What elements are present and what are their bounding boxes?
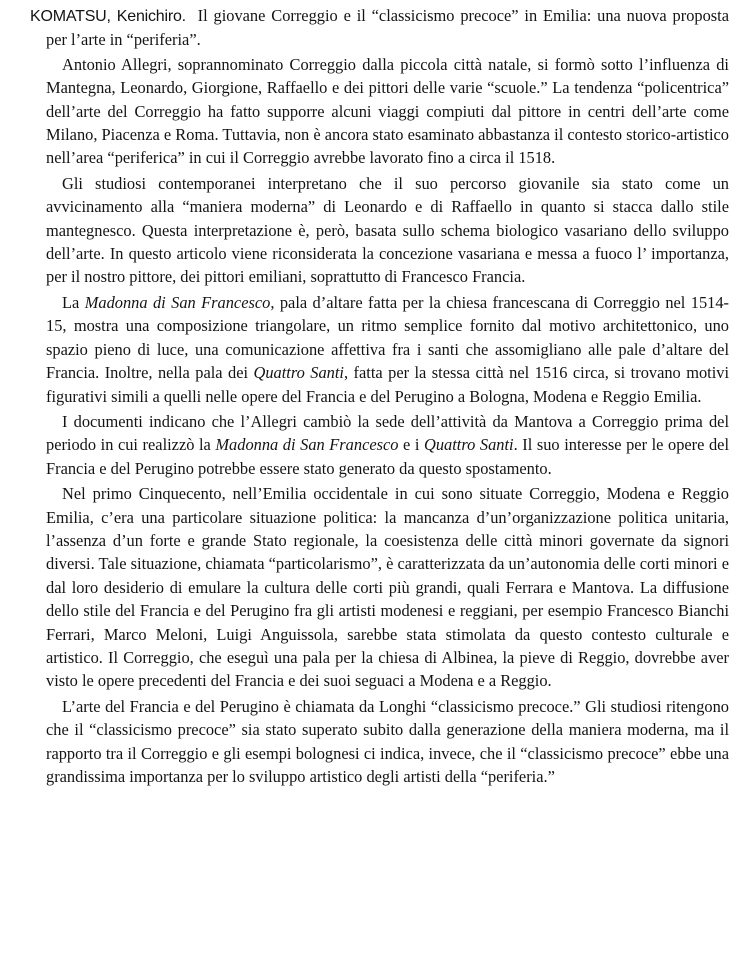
body-paragraph xyxy=(30,695,729,789)
body-paragraph xyxy=(30,291,729,408)
body-paragraph xyxy=(30,53,729,170)
article-header xyxy=(30,4,729,52)
paragraph-text: Nel primo Cinquecento, nell’Emilia occidentale in cui sono situate Correggio, Modena e Reggio Emilia, c’era una particolare situazione politica: la mancanza d’un’organizzazione politica unitaria, l’assenza d’un forte e grande Stato regionale, la coesistenza delle città minori governate da signori diversi. Tale situazione, chiamata “particolarismo”, è caratterizzata da un’autonomia delle corti minori e dal loro desiderio di emulare la cultura delle corti più grandi, quali Ferrara e Mantova. La diffusione dello stile del Francia e del Perugino fra gli artisti modenesi e reggiani, per esempio Francesco Bianchi Ferrari, Marco Meloni, Luigi Anguissola, sarebbe stata stimolata da questo contesto culturale e artistico. Il Correggio, che eseguì una pala per la chiesa di Albinea, la pieve di Reggio, dovrebbe aver visto le opere precedenti del Francia e dei suoi seguaci a Modena e a Reggio. xyxy=(46,484,729,691)
body-paragraph xyxy=(30,172,729,289)
paragraph-text: e i xyxy=(398,435,425,455)
author-name: KOMATSU, Kenichiro. xyxy=(30,8,186,25)
artwork-title: Madonna di San Francesco xyxy=(215,435,399,455)
article-title: Il giovane Correggio e il “classicismo precoce” in Emilia: una nuova proposta per l’arte in “periferia”. xyxy=(46,6,730,50)
article-body xyxy=(30,53,729,789)
paragraph-text: . Il suo interesse per le opere del Francia e del Perugino potrebbe essere stato generato da questo spostamento. xyxy=(46,435,730,478)
artwork-title: Quattro Santi xyxy=(253,363,344,383)
artwork-title: Madonna di San Francesco xyxy=(84,292,271,312)
paragraph-text: L’arte del Francia e del Perugino è chiamata da Longhi “classicismo precoce.” Gli studiosi ritengono che il “classicismo precoce” sia stato superato subito dalla generazione della maniera moderna, ma il rapporto tra il Correggio e gli esempi bolognesi ci indica, invece, che il “classicismo precoce” ebbe una grandissima importanza per lo sviluppo artistico degli artisti della “periferia.” xyxy=(46,696,729,786)
artwork-title: Quattro Santi xyxy=(424,435,514,455)
paragraph-text: I documenti indicano che l’Allegri cambiò la sede dell’attività da Mantova a Correggio prima del periodo in cui realizzò la xyxy=(46,411,729,455)
paragraph-text: Antonio Allegri, soprannominato Correggio dalla piccola città natale, si formò sotto l’influenza di Mantegna, Leonardo, Giorgione, Raffaello e dei pittori delle varie “scuole.” La tendenza “policentrica” dell’arte del Correggio ha fatto supporre alcuni viaggi compiuti dal pittore in centri dell’arte come Milano, Piacenza e Roma. Tuttavia, non è ancora stato esaminato abbastanza il contesto storico-artistico nell’area “periferica” in cui il Correggio avrebbe lavorato fino a circa il 1518. xyxy=(46,54,729,168)
body-paragraph xyxy=(30,410,729,480)
paragraph-text: , fatta per la stessa città nel 1516 circa, si trovano motivi figurativi simili a quelli nelle opere del Francia e del Perugino a Bologna, Modena e Reggio Emilia. xyxy=(46,363,730,406)
paragraph-text: La xyxy=(62,292,85,312)
paragraph-text: Gli studiosi contemporanei interpretano che il suo percorso giovanile sia stato come un avvicinamento alla “maniera moderna” di Leonardo e di Raffaello in quanto si stacca dallo stile mantegnesco. Questa interpretazione è, però, basata sullo schema biologico vasariano dello sviluppo dell’arte. In questo articolo viene riconsiderata la concezione vasariana e messa a fuoco l’ importanza, per il nostro pittore, dei pittori emiliani, soprattutto di Francesco Francia. xyxy=(46,173,729,287)
body-paragraph xyxy=(30,482,729,693)
paragraph-text: , pala d’altare fatta per la chiesa francescana di Correggio nel 1514-15, mostra una composizione triangolare, un ritmo semplice fornito dal motivo architettonico, uno spazio pieno di luce, una comunicazione affettiva fra i santi che assomigliano alle pale d’altare del Francia. Inoltre, nella pala dei xyxy=(46,292,730,383)
